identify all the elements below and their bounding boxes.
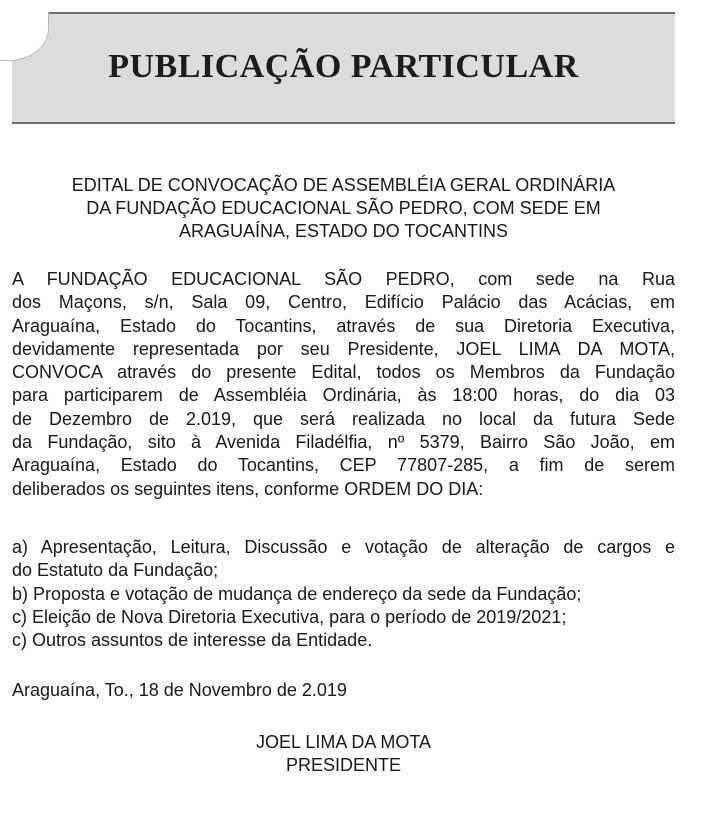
paragraph-line: dos Maçons, s/n, Sala 09, Centro, Edifício Palácio das Acácias, em: [12, 292, 675, 313]
paragraph-line: de Dezembro de 2.019, que será realizada no local da futura Sede: [12, 408, 675, 429]
paragraph-line: da Fundação, sito à Avenida Filadélfia, nº 5379, Bairro São João, em: [12, 432, 675, 453]
header-banner: [12, 12, 675, 124]
agenda-item: b) Proposta e votação de mudança de endereço da sede da Fundação;: [12, 583, 582, 604]
edital-heading-line: DA FUNDAÇÃO EDUCACIONAL SÃO PEDRO, COM SEDE EM: [86, 198, 601, 218]
paragraph-line: CONVOCA através do presente Edital, todos os Membros da Fundação: [12, 362, 675, 383]
agenda-list: [12, 536, 675, 652]
agenda-item: c) Outros assuntos de interesse da Entidade.: [12, 630, 373, 651]
paragraph-line: Araguaína, Estado do Tocantins, CEP 77807-285, a fim de serem: [12, 455, 675, 476]
paragraph-line: A FUNDAÇÃO EDUCACIONAL SÃO PEDRO, com sede na Rua: [12, 269, 675, 289]
paragraph-line: para participarem de Assembléia Ordinária, às 18:00 horas, do dia 03: [12, 385, 675, 406]
paragraph-line: devidamente representada por seu Presidente, JOEL LIMA DA MOTA,: [12, 338, 675, 359]
signature-block: [12, 731, 675, 777]
edital-heading: [12, 174, 675, 243]
page-title: PUBLICAÇÃO PARTICULAR: [108, 48, 579, 85]
agenda-item-continuation: do Estatuto da Fundação;: [12, 560, 219, 581]
signer-role: PRESIDENTE: [285, 755, 402, 775]
paragraph-line: Araguaína, Estado do Tocantins, através de sua Diretoria Executiva,: [12, 315, 675, 336]
convocation-paragraph: [12, 268, 675, 501]
signer-name: JOEL LIMA DA MOTA: [255, 732, 432, 752]
place-and-date: Araguaína, To., 18 de Novembro de 2.019: [12, 680, 347, 700]
agenda-item: a) Apresentação, Leitura, Discussão e votação de alteração de cargos e: [12, 537, 675, 557]
paragraph-line: deliberados os seguintes itens, conforme ORDEM DO DIA:: [12, 478, 484, 499]
edital-heading-line: EDITAL DE CONVOCAÇÃO DE ASSEMBLÉIA GERAL ORDINÁRIA: [71, 175, 616, 195]
edital-heading-line: ARAGUAÍNA, ESTADO DO TOCANTINS: [178, 221, 509, 241]
agenda-item: c) Eleição de Nova Diretoria Executiva, para o período de 2019/2021;: [12, 606, 567, 627]
